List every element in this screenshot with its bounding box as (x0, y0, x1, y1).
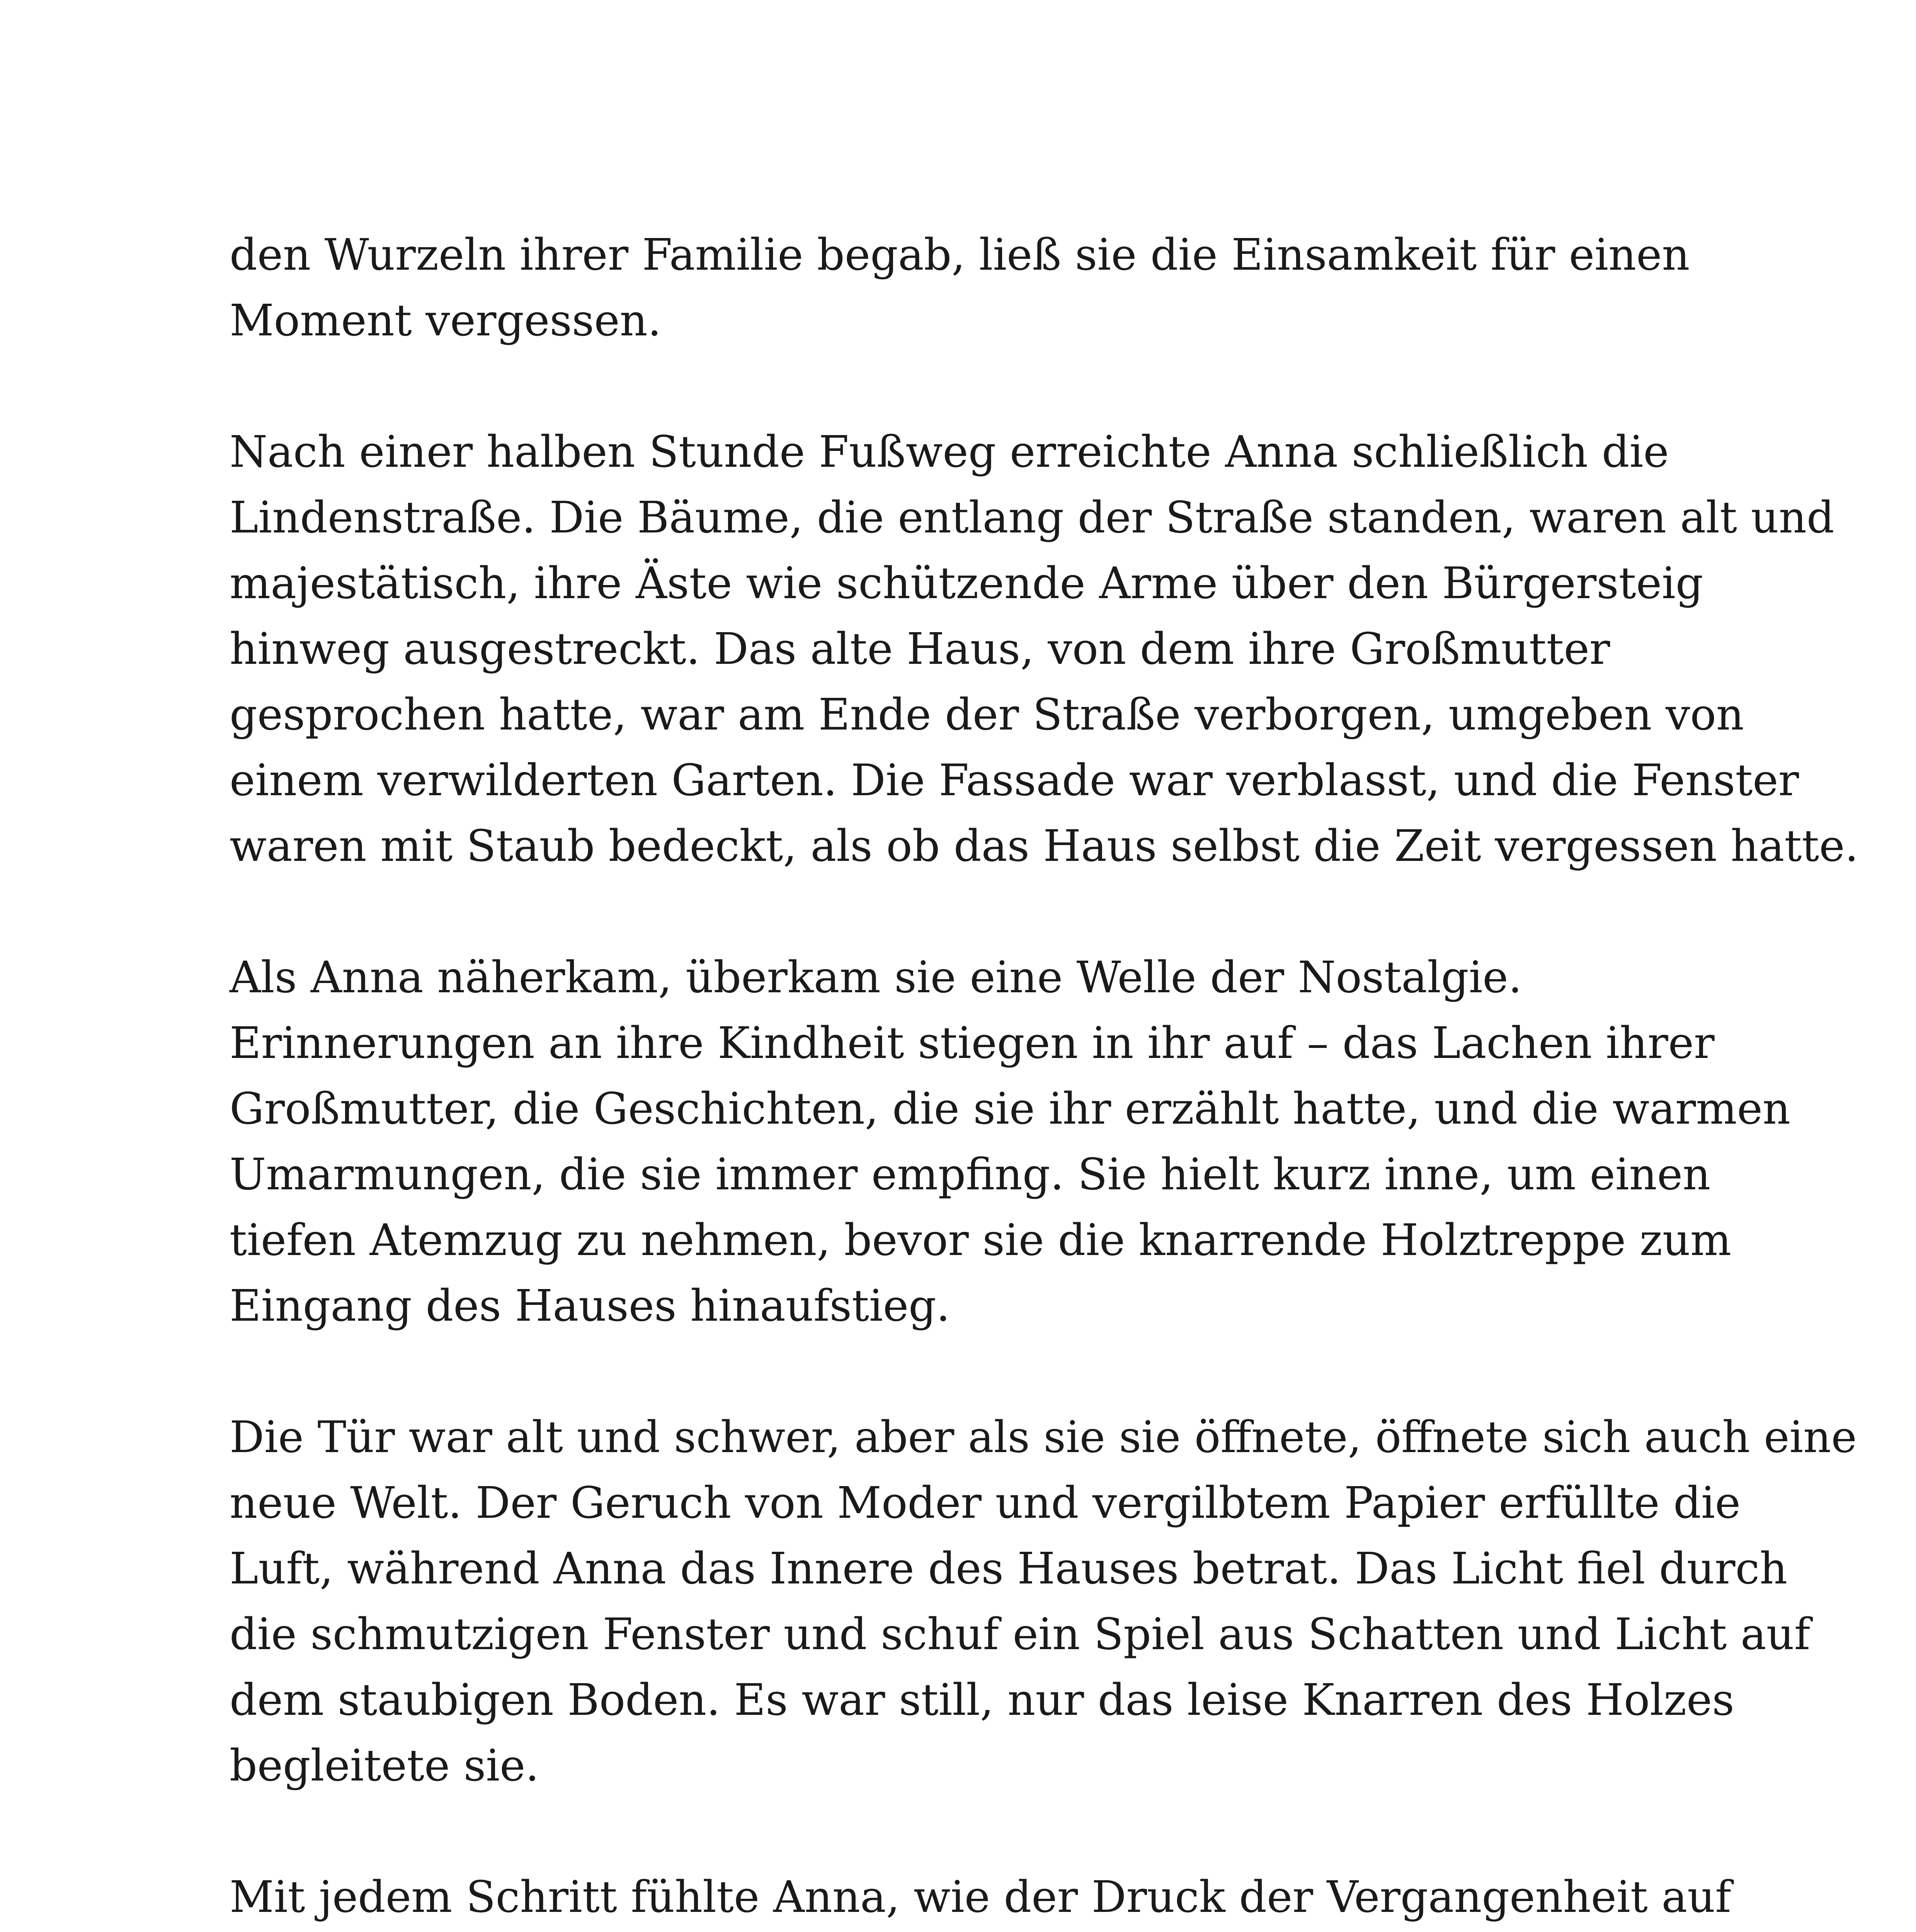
text-line: hinweg ausgestreckt. Das alte Haus, von dem ihre Großmutter (230, 624, 1610, 674)
text-line: Umarmungen, die sie immer empfing. Sie hielt kurz inne, um einen (230, 1150, 1711, 1200)
text-line: neue Welt. Der Geruch von Moder und vergilbtem Papier erfüllte die (230, 1478, 1741, 1528)
text-line: begleitete sie. (230, 1741, 539, 1791)
text-line: Nach einer halben Stunde Fußweg erreichte Anna schließlich die (230, 427, 1669, 477)
paragraph-3 (230, 945, 1791, 1339)
text-line: Moment vergessen. (230, 296, 662, 346)
text-line: waren mit Staub bedeckt, als ob das Haus selbst die Zeit vergessen hatte. (230, 821, 1859, 871)
text-line: Großmutter, die Geschichten, die sie ihr erzählt hatte, und die warmen (230, 1084, 1791, 1134)
text-line: Als Anna näherkam, überkam sie eine Welle der Nostalgie. (230, 952, 1522, 1003)
text-line: Luft, während Anna das Innere des Hauses betrat. Das Licht fiel durch (230, 1544, 1788, 1594)
text-line: Mit jedem Schritt fühlte Anna, wie der Druck der Vergangenheit auf (230, 1872, 1731, 1922)
text-line: Eingang des Hauses hinaufstieg. (230, 1281, 950, 1331)
text-line: Erinnerungen an ihre Kindheit stiegen in ihr auf – das Lachen ihrer (230, 1018, 1715, 1068)
paragraph-2 (230, 419, 1859, 879)
text-line: gesprochen hatte, war am Ende der Straße verborgen, umgeben von (230, 690, 1744, 740)
body-text (230, 222, 1859, 1932)
text-line: die schmutzigen Fenster und schuf ein Spiel aus Schatten und Licht auf (230, 1609, 1811, 1660)
text-line (230, 1930, 1737, 1932)
paragraph-4 (230, 1405, 1857, 1799)
text-line: majestätisch, ihre Äste wie schützende Arme über den Bürgersteig (230, 558, 1703, 609)
text-line: einem verwilderten Garten. Die Fassade war verblasst, und die Fenster (230, 755, 1799, 806)
paragraph-5 (230, 1864, 1737, 1932)
text-line: Lindenstraße. Die Bäume, die entlang der Straße standen, waren alt und (230, 493, 1834, 543)
text-line: dem staubigen Boden. Es war still, nur das leise Knarren des Holzes (230, 1675, 1734, 1725)
text-line: tiefen Atemzug zu nehmen, bevor sie die knarrende Holztreppe zum (230, 1215, 1732, 1265)
text-line: den Wurzeln ihrer Familie begab, ließ sie die Einsamkeit für einen (230, 230, 1690, 280)
text-line: Die Tür war alt und schwer, aber als sie sie öffnete, öffnete sich auch eine (230, 1412, 1857, 1463)
paragraph-1 (230, 222, 1737, 354)
